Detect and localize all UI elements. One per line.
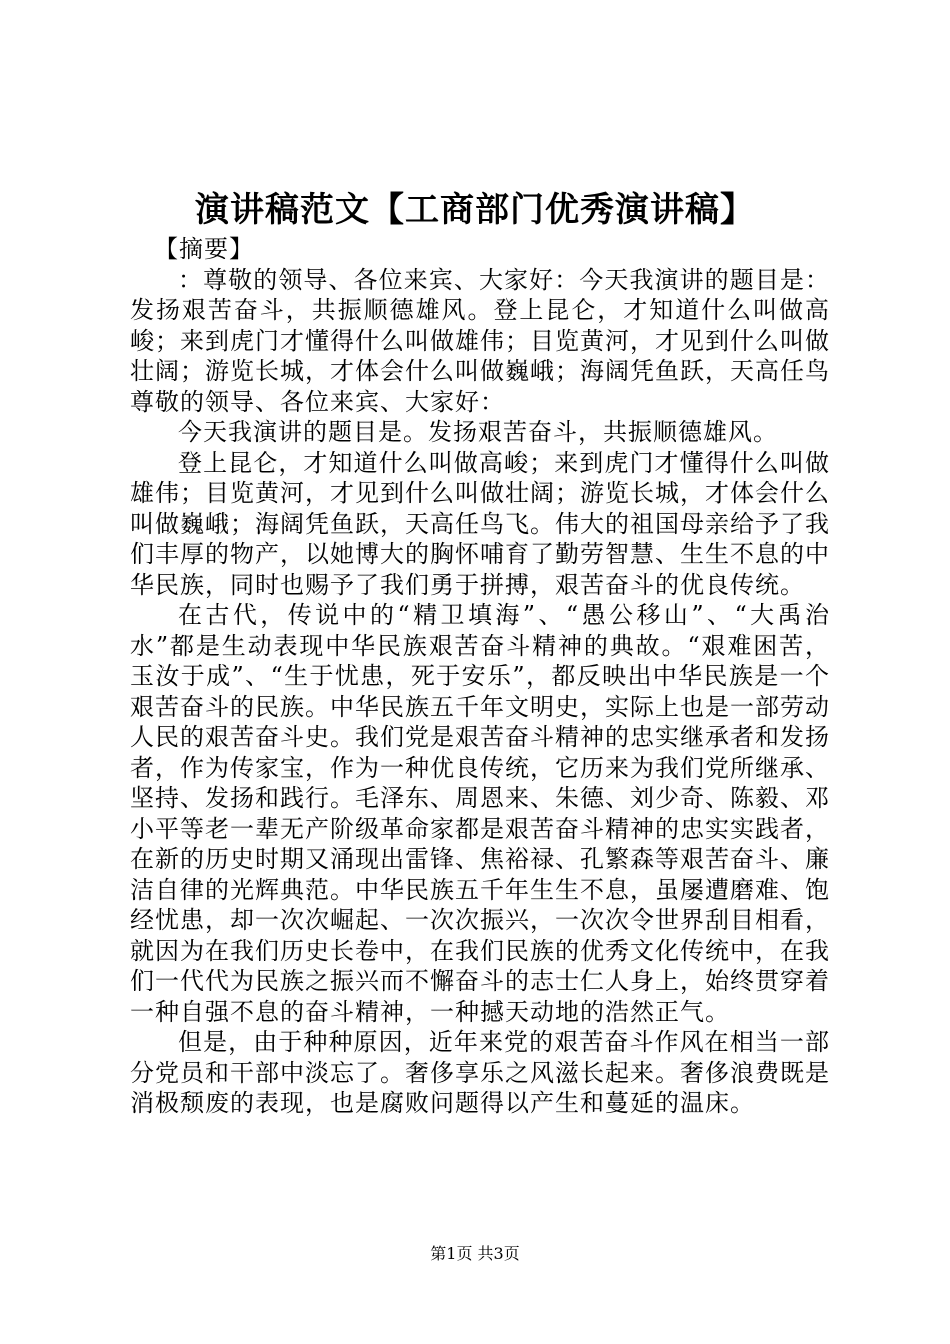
paragraph-motherland: 登上昆仑，才知道什么叫做高峻；来到虎门才懂得什么叫做雄伟；目览黄河，才见到什么叫做壮阔；游览长城，才体会什么叫做巍峨；海阔凭鱼跃，天高任鸟飞。伟大的祖国母亲给予了我们丰厚的物产，以她博大的胸怀哺育了勤劳智慧、生生不息的中华民族，同时也赐予了我们勇于拼搏，艰苦奋斗的优良传统。 — [130, 448, 830, 599]
page-number: 第1页 共3页 — [430, 1244, 520, 1263]
paragraph-abstract: ：尊敬的领导、各位来宾、大家好：今天我演讲的题目是：发扬艰苦奋斗，共振顺德雄风。登上昆仑，才知道什么叫做高峻；来到虎门才懂得什么叫做雄伟；目览黄河，才见到什么叫做壮阔；游览长城，才体会什么叫做巍峨；海阔凭鱼跃，天高任鸟尊敬的领导、各位来宾、大家好： — [130, 265, 830, 416]
paragraph-problem: 但是，由于种种原因，近年来党的艰苦奋斗作风在相当一部分党员和干部中淡忘了。奢侈享乐之风滋长起来。奢侈浪费既是消极颓废的表现，也是腐败问题得以产生和蔓延的温床。 — [130, 1028, 830, 1117]
document-body — [130, 234, 830, 1119]
paragraph-history: 在古代，传说中的“精卫填海”、“愚公移山”、“大禹治水”都是生动表现中华民族艰苦奋斗精神的典故。“艰难困苦，玉汝于成”、“生于忧患，死于安乐”，都反映出中华民族是一个艰苦奋斗的民族。中华民族五千年文明史，实际上也是一部劳动人民的艰苦奋斗史。我们党是艰苦奋斗精神的忠实继承者和发扬者，作为传家宝，作为一种优良传统，它历来为我们党所继承、坚持、发扬和践行。毛泽东、周恩来、朱德、刘少奇、陈毅、邓小平等老一辈无产阶级革命家都是艰苦奋斗精神的忠实实践者，在新的历史时期又涌现出雷锋、焦裕禄、孔繁森等艰苦奋斗、廉洁自律的光辉典范。中华民族五千年生生不息，虽屡遭磨难、饱经忧患，却一次次崛起、一次次振兴，一次次令世界刮目相看，就因为在我们历史长卷中，在我们民族的优秀文化传统中，在我们一代代为民族之振兴而不懈奋斗的志士仁人身上，始终贯穿着一种自强不息的奋斗精神，一种撼天动地的浩然正气。 — [130, 601, 830, 1026]
page-title: 演讲稿范文【工商部门优秀演讲稿】 — [195, 190, 755, 230]
paragraph-topic: 今天我演讲的题目是。发扬艰苦奋斗，共振顺德雄风。 — [178, 418, 778, 446]
abstract-label: 【摘要】 — [154, 235, 254, 263]
